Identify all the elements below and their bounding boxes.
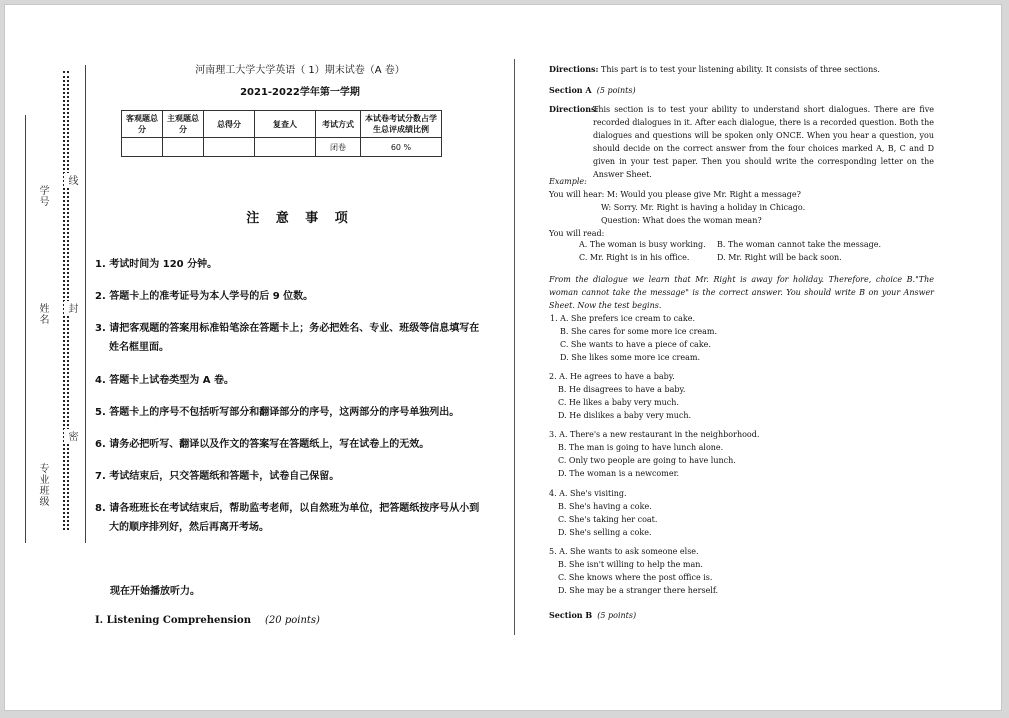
example-option: B. The woman cannot take the message.: [717, 240, 882, 249]
question-5: 5. A. She wants to ask someone else. B. She isn't willing to help the man. C. She knows where the post office is. D. She may be a stranger there herself.: [549, 547, 719, 595]
exam-term: 2021-2022学年第一学期: [240, 87, 360, 98]
directions-section-a: Directions: This section is to test your ability to understand short dialogues. There are five recorded dialogues in it. After each dialogue, there is a recorded question. Both the dialogues and questions will be spoken only ONCE. When you hear a question, you should decide on the correct answer from the four choices marked A, B, C and D given in your test paper. Then you should write the corresponding letter on the Answer Sheet.: [549, 104, 934, 179]
notice-item: 4. 答题卡上试卷类型为 A 卷。: [95, 375, 234, 386]
example-hear-q: Question: What does the woman mean?: [601, 216, 762, 225]
example-hear: You will hear: M: Would you please give Mr. Right a message?: [549, 190, 801, 199]
section-a-title: Section A (5 points): [549, 85, 636, 95]
question-3: 3. A. There's a new restaurant in the neighborhood. B. The man is going to have lunch alone. C. Only two people are going to have lunch. D. The woman is a newcomer.: [549, 430, 760, 478]
example-read: You will read:: [549, 229, 605, 238]
example-hear-w: W: Sorry. Mr. Right is having a holiday in Chicago.: [601, 203, 806, 212]
binding-label-major-class: 专业班级: [37, 463, 48, 507]
start-listening-note: 现在开始播放听力。: [110, 586, 200, 597]
score-cell[interactable]: [163, 138, 204, 157]
notice-item: 6. 请务必把听写、翻译以及作文的答案写在答题纸上，写在试卷上的无效。: [95, 439, 430, 450]
notice-title: 注 意 事 项: [246, 211, 354, 226]
binding-label-student-id: 学号: [37, 185, 48, 207]
notice-item: 7. 考试结束后，只交答题纸和答题卡，试卷自己保留。: [95, 471, 340, 482]
exam-page: [4, 4, 1002, 711]
binding-mark-xian: 线: [66, 175, 77, 185]
notice-item: 5. 答题卡上的序号不包括听写部分和翻译部分的序号，这两部分的序号单独列出。: [95, 407, 460, 418]
directions-general: Directions: This part is to test your listening ability. It consists of three sections.: [549, 64, 880, 74]
column-divider: [514, 59, 515, 635]
score-table: [121, 110, 442, 157]
score-cell: 闭卷: [316, 138, 361, 157]
score-cell[interactable]: [204, 138, 255, 157]
score-header: 考试方式: [316, 111, 361, 138]
score-header: 复查人: [255, 111, 316, 138]
binding-label-name: 姓名: [37, 303, 48, 325]
section-b-title: Section B (5 points): [549, 610, 637, 620]
question-4: 4. A. She's visiting. B. She's having a coke. C. She's taking her coat. D. She's selling a coke.: [549, 489, 658, 537]
part-one-title: I. Listening Comprehension (20 points): [95, 615, 320, 626]
example-explanation: From the dialogue we learn that Mr. Right is away for holiday. Therefore, choice B."The woman cannot take the message" is the correct answer. You should write B on your Answer Sheet. Now the test begins.: [549, 275, 934, 310]
score-cell[interactable]: [255, 138, 316, 157]
example-option: D. Mr. Right will be back soon.: [717, 253, 842, 262]
binding-outer-line: [25, 115, 26, 543]
score-header: 主观题总分: [163, 111, 204, 138]
binding-solid-line: [85, 65, 86, 543]
binding-mark-feng: 封: [66, 303, 77, 313]
question-2: 2. A. He agrees to have a baby. B. He disagrees to have a baby. C. He likes a baby very much. D. He dislikes a baby very much.: [549, 372, 692, 420]
score-cell[interactable]: [122, 138, 163, 157]
score-cell: 60 %: [361, 138, 442, 157]
exam-title: 河南理工大学大学英语（ 1）期末试卷（A 卷）: [195, 65, 405, 76]
notice-item: 3. 请把客观题的答案用标准铅笔涂在答题卡上；务必把姓名、专业、班级等信息填写在 姓名框里面。: [95, 323, 480, 353]
score-header: 本试卷考试分数占学生总评成绩比例: [361, 111, 442, 138]
notice-item: 2. 答题卡上的准考证号为本人学号的后 9 位数。: [95, 291, 314, 302]
notice-item: 1. 考试时间为 120 分钟。: [95, 259, 218, 270]
score-header: 总得分: [204, 111, 255, 138]
score-header: 客观题总分: [122, 111, 163, 138]
binding-mark-mi: 密: [66, 431, 77, 441]
question-1: 1. A. She prefers ice cream to cake. B. She cares for some more ice cream. C. She wants to have a piece of cake. D. She likes some more ice cream.: [550, 314, 718, 362]
example-label: Example:: [549, 177, 587, 186]
example-option: C. Mr. Right is in his office.: [579, 253, 690, 262]
notice-item: 8. 请各班班长在考试结束后，帮助监考老师，以自然班为单位，把答题纸按序号从小到 大的顺序排列好，然后再离开考场。: [95, 503, 480, 533]
example-option: A. The woman is busy working.: [579, 240, 706, 249]
